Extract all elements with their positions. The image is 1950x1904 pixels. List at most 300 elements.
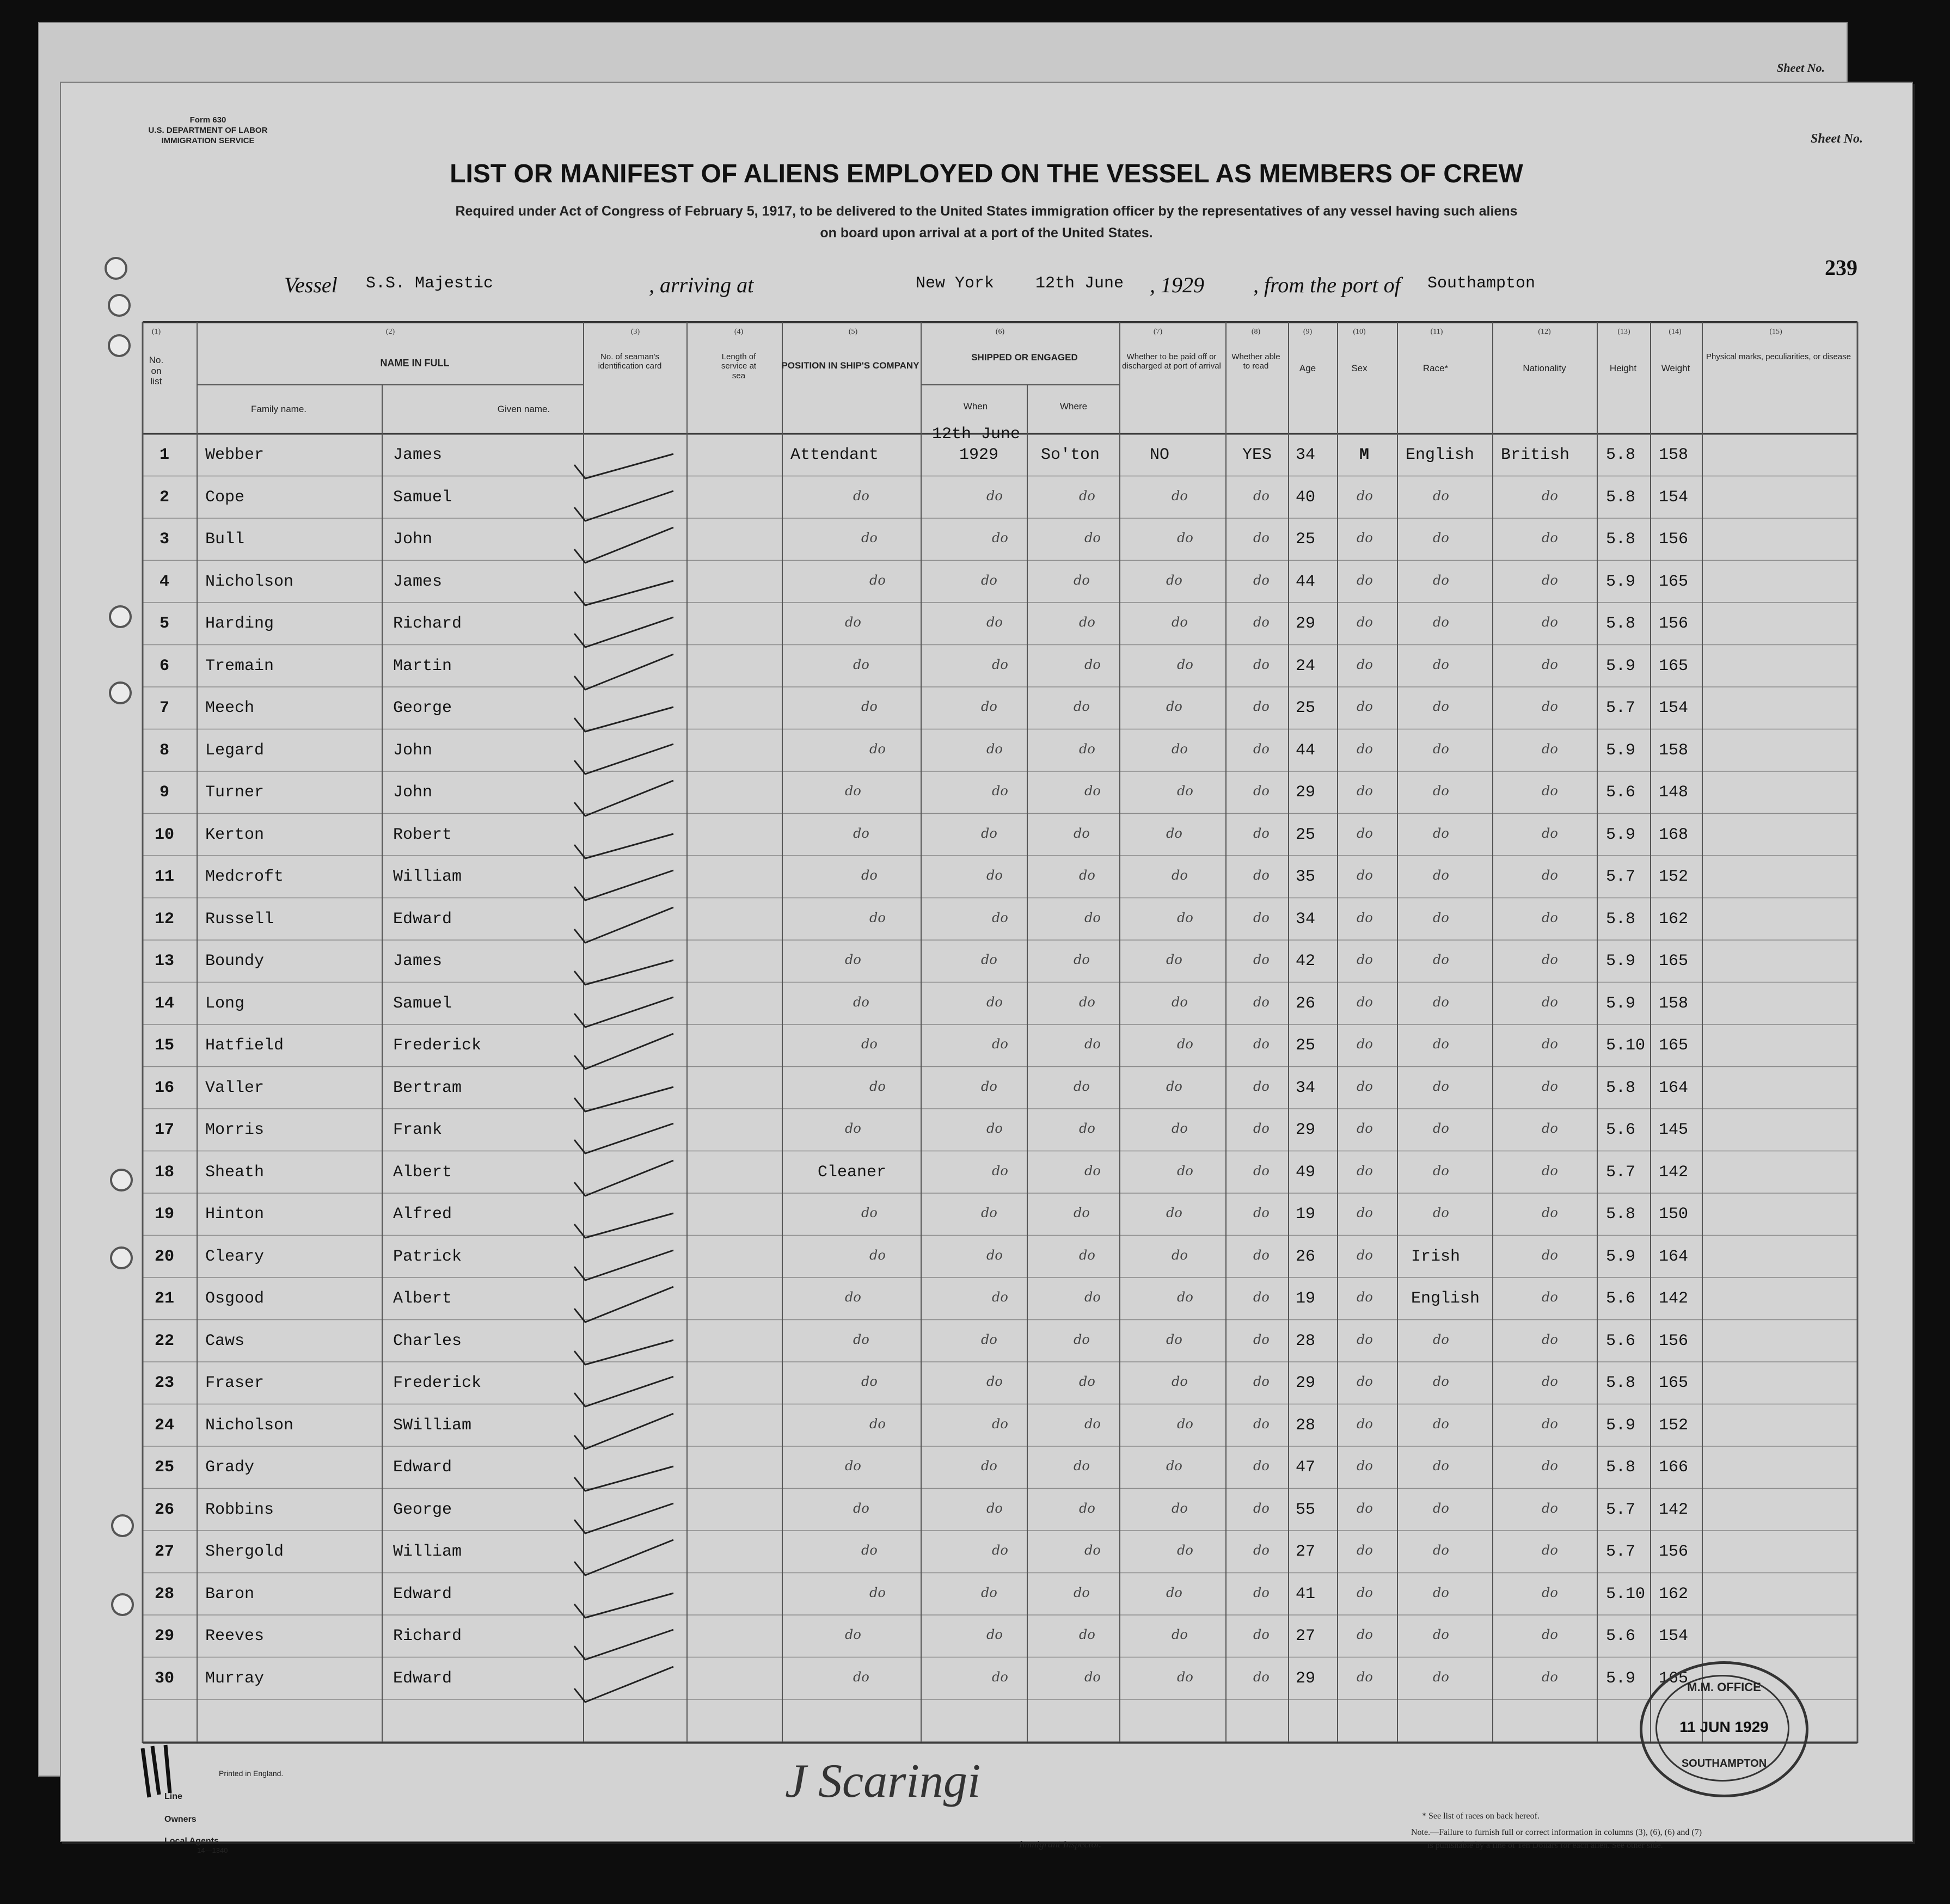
race-ditto: do	[1433, 994, 1449, 1010]
header-weight: Weight	[1661, 363, 1690, 373]
paid-off-ditto: do	[1172, 868, 1188, 883]
paid-off-ditto: do	[1177, 783, 1193, 799]
column-number: (11)	[1430, 328, 1443, 336]
race-ditto: do	[1433, 868, 1449, 883]
family-name: Murray	[205, 1669, 265, 1688]
weight: 142	[1659, 1500, 1689, 1519]
position-ditto: do	[861, 1205, 878, 1220]
height: 5.8	[1606, 1078, 1636, 1097]
given-name: George	[393, 1500, 452, 1519]
paid-off-ditto: do	[1177, 530, 1193, 545]
where-ditto: do	[1084, 1669, 1101, 1685]
paid-off-ditto: do	[1172, 1627, 1188, 1642]
given-name: John	[393, 530, 433, 549]
header-shipped-engaged: SHIPPED OR ENGAGED	[971, 352, 1078, 363]
paid-off-ditto: do	[1172, 615, 1188, 630]
column-number: (5)	[848, 328, 858, 336]
when-ditto: do	[992, 1416, 1008, 1432]
when-ditto: do	[981, 1331, 997, 1347]
header-physical-marks: Physical marks, peculiarities, or disease	[1706, 352, 1851, 361]
race-ditto: do	[1433, 1078, 1449, 1094]
sex-ditto: do	[1357, 741, 1373, 757]
nationality-ditto: do	[1542, 615, 1558, 630]
given-name: Samuel	[393, 994, 452, 1013]
nationality-ditto: do	[1542, 1374, 1558, 1389]
column-number: (9)	[1303, 328, 1313, 336]
when-ditto: do	[992, 783, 1008, 799]
note-line-2: is punishable by a fine of Ten Dollars for each alien. See other side.	[1427, 1841, 1663, 1850]
sex-ditto: do	[1357, 868, 1373, 883]
weight: 165	[1659, 656, 1689, 675]
header-height: Height	[1609, 363, 1637, 373]
where-ditto: do	[1079, 615, 1095, 630]
races-footnote: * See list of races on back hereof.	[1422, 1811, 1540, 1821]
family-name: Legard	[205, 741, 265, 760]
row-number: 19	[154, 1205, 174, 1224]
position-ditto: do	[853, 1331, 869, 1347]
position-ditto: do	[869, 1584, 886, 1600]
vessel-name: S.S. Majestic	[366, 274, 494, 293]
binder-hole	[109, 681, 132, 704]
family-name: Fraser	[205, 1374, 265, 1392]
nationality-ditto: do	[1542, 1416, 1558, 1432]
where-ditto: do	[1079, 1500, 1095, 1516]
nationality-ditto: do	[1542, 699, 1558, 714]
weight: 154	[1659, 488, 1689, 507]
sex-ditto: do	[1357, 825, 1373, 841]
sex-ditto: do	[1357, 1163, 1373, 1178]
row-number: 6	[159, 656, 169, 675]
race-ditto: do	[1433, 783, 1449, 799]
paid-off-ditto: do	[1177, 656, 1193, 672]
where-ditto: do	[1084, 910, 1101, 925]
family-name: Valler	[205, 1078, 265, 1097]
sex-ditto: do	[1357, 1627, 1373, 1642]
weight: 168	[1659, 825, 1689, 844]
position-ditto: do	[853, 656, 869, 672]
row-number: 22	[154, 1331, 174, 1350]
sex-ditto: do	[1357, 656, 1373, 672]
weight: 164	[1659, 1247, 1689, 1266]
sex-ditto: do	[1357, 1416, 1373, 1432]
header-sex: Sex	[1351, 363, 1368, 373]
age: 34	[1296, 446, 1316, 464]
where-ditto: do	[1079, 994, 1095, 1010]
when-ditto: do	[986, 1374, 1003, 1389]
binder-hole	[108, 334, 131, 357]
height: 5.9	[1606, 656, 1636, 675]
paid-off-ditto: do	[1172, 1247, 1188, 1263]
where-ditto: do	[1079, 868, 1095, 883]
height: 5.8	[1606, 446, 1636, 464]
binder-hole	[105, 257, 127, 280]
row-number: 24	[154, 1416, 174, 1435]
when-ditto: do	[986, 488, 1003, 503]
header-given-name: Given name.	[497, 404, 550, 414]
nationality-ditto: do	[1542, 530, 1558, 545]
paid-off-ditto: do	[1166, 1331, 1182, 1347]
height: 5.6	[1606, 1289, 1636, 1308]
height: 5.9	[1606, 952, 1636, 971]
row-number: 3	[159, 530, 169, 549]
race: Irish	[1411, 1247, 1461, 1266]
age: 28	[1296, 1416, 1316, 1435]
position-ditto: do	[861, 868, 878, 883]
able-read-ditto: do	[1253, 1331, 1270, 1347]
sex-ditto: do	[1357, 1584, 1373, 1600]
age: 26	[1296, 994, 1316, 1013]
age: 29	[1296, 1669, 1316, 1688]
owners-label: Owners	[164, 1815, 197, 1824]
family-name: Nicholson	[205, 1416, 294, 1435]
weight: 165	[1659, 952, 1689, 971]
age: 44	[1296, 572, 1316, 591]
header-able-read: Whether able to read	[1231, 352, 1280, 371]
age: 25	[1296, 530, 1316, 549]
nationality-ditto: do	[1542, 1627, 1558, 1642]
row-number: 11	[154, 868, 174, 886]
able-read-ditto: do	[1253, 1543, 1270, 1558]
weight: 142	[1659, 1289, 1689, 1308]
paid-off: NO	[1150, 446, 1170, 464]
age: 27	[1296, 1627, 1316, 1645]
sex-ditto: do	[1357, 615, 1373, 630]
height: 5.6	[1606, 1331, 1636, 1350]
position-ditto: do	[869, 572, 886, 588]
when-ditto: do	[986, 741, 1003, 757]
header-family-name: Family name.	[250, 404, 307, 414]
row-number: 25	[154, 1458, 174, 1477]
position-ditto: do	[861, 1036, 878, 1052]
given-name: Edward	[393, 910, 452, 929]
race-ditto: do	[1433, 656, 1449, 672]
height: 5.6	[1606, 1627, 1636, 1645]
form-block	[126, 115, 290, 146]
when-ditto: do	[992, 1163, 1008, 1178]
when-ditto: do	[981, 952, 997, 967]
when-ditto: do	[986, 1121, 1003, 1136]
race-ditto: do	[1433, 615, 1449, 630]
able-read-ditto: do	[1253, 910, 1270, 925]
sex-ditto: do	[1357, 1500, 1373, 1516]
sex-ditto: do	[1357, 1121, 1373, 1136]
nationality-ditto: do	[1542, 868, 1558, 883]
row-number: 9	[159, 783, 169, 802]
age: 25	[1296, 825, 1316, 844]
family-name: Tremain	[205, 656, 274, 675]
nationality-ditto: do	[1542, 952, 1558, 967]
race-ditto: do	[1433, 1205, 1449, 1220]
weight: 156	[1659, 1543, 1689, 1561]
family-name: Grady	[205, 1458, 255, 1477]
position-ditto: do	[845, 615, 861, 630]
race: English	[1406, 446, 1475, 464]
sex-ditto: do	[1357, 1078, 1373, 1094]
age: 19	[1296, 1205, 1316, 1224]
age: 29	[1296, 615, 1316, 633]
weight: 158	[1659, 741, 1689, 760]
family-name: Baron	[205, 1584, 255, 1604]
arrival-date: 12th June	[1035, 274, 1124, 293]
race-ditto: do	[1433, 1543, 1449, 1558]
height: 5.9	[1606, 572, 1636, 591]
race-ditto: do	[1433, 1669, 1449, 1685]
able-read-ditto: do	[1253, 825, 1270, 841]
vessel-label: Vessel	[284, 273, 338, 297]
agents-code: 14—1340	[197, 1846, 228, 1854]
paid-off-ditto: do	[1172, 1121, 1188, 1136]
manifest-sheet	[60, 82, 1913, 1854]
given-name: James	[393, 952, 443, 971]
race-ditto: do	[1433, 1416, 1449, 1432]
given-name: Bertram	[393, 1078, 462, 1097]
row-number: 30	[154, 1669, 174, 1688]
sex-ditto: do	[1357, 1543, 1373, 1558]
given-name: James	[393, 446, 443, 464]
able-read-ditto: do	[1253, 783, 1270, 799]
weight: 158	[1659, 446, 1689, 464]
weight: 150	[1659, 1205, 1689, 1224]
sex-ditto: do	[1357, 1036, 1373, 1052]
height: 5.8	[1606, 530, 1636, 549]
position-ditto: do	[853, 1669, 869, 1685]
printed-in-england: Printed in England.	[219, 1769, 284, 1778]
stamp-date: 11 JUN 1929	[1679, 1718, 1769, 1735]
paid-off-ditto: do	[1177, 1543, 1193, 1558]
column-number: (10)	[1353, 328, 1366, 336]
nationality-ditto: do	[1542, 994, 1558, 1010]
position-ditto: do	[861, 1374, 878, 1389]
column-number: (7)	[1153, 328, 1163, 336]
row-number: 18	[154, 1163, 174, 1182]
paid-off-ditto: do	[1166, 1458, 1182, 1473]
height: 5.8	[1606, 1458, 1636, 1477]
weight: 142	[1659, 1163, 1689, 1182]
given-name: Martin	[393, 656, 452, 675]
binder-hole	[111, 1514, 134, 1537]
given-name: Albert	[393, 1163, 452, 1182]
subtitle-line-1: Required under Act of Congress of February 5, 1917, to be delivered to the United States immigration officer by the representatives of any vessel having such aliens	[455, 204, 1518, 219]
when-ditto: do	[981, 1078, 997, 1094]
column-number: (2)	[385, 328, 395, 336]
sheet-no-label: Sheet No.	[1811, 132, 1863, 146]
when-ditto: do	[981, 1584, 997, 1600]
age: 27	[1296, 1543, 1316, 1561]
row-number: 17	[154, 1121, 174, 1139]
given-name: SWilliam	[393, 1416, 472, 1435]
arrival-year: , 1929	[1150, 273, 1204, 297]
weight: 162	[1659, 1584, 1689, 1604]
position-ditto: do	[869, 1078, 886, 1094]
where-ditto: do	[1074, 825, 1090, 841]
race-ditto: do	[1433, 699, 1449, 714]
given-name: Frederick	[393, 1374, 482, 1392]
given-name: Edward	[393, 1584, 452, 1604]
able-read-ditto: do	[1253, 868, 1270, 883]
able-read-ditto: do	[1253, 656, 1270, 672]
family-name: Harding	[205, 615, 274, 633]
when-ditto: do	[992, 530, 1008, 545]
position-ditto: do	[845, 952, 861, 967]
paid-off-ditto: do	[1166, 952, 1182, 967]
family-name: Russell	[205, 910, 274, 929]
paid-off-ditto: do	[1166, 825, 1182, 841]
where-ditto: do	[1084, 783, 1101, 799]
where-ditto: do	[1074, 1458, 1090, 1473]
sex-ditto: do	[1357, 952, 1373, 967]
arriving-port: New York	[916, 274, 995, 293]
row-number: 7	[159, 699, 169, 717]
where-ditto: do	[1079, 741, 1095, 757]
weight: 152	[1659, 1416, 1689, 1435]
race: English	[1411, 1289, 1480, 1308]
age: 41	[1296, 1584, 1316, 1604]
row-number: 26	[154, 1500, 174, 1519]
nationality-ditto: do	[1542, 656, 1558, 672]
column-number: (8)	[1251, 328, 1261, 336]
paid-off-ditto: do	[1177, 910, 1193, 925]
position: Cleaner	[818, 1163, 887, 1182]
header-paid-off: Whether to be paid off or discharged at port of arrival	[1122, 352, 1221, 371]
able-read-ditto: do	[1253, 1205, 1270, 1220]
row-number: 28	[154, 1584, 174, 1604]
height: 5.8	[1606, 1205, 1636, 1224]
when-ditto: do	[992, 1669, 1008, 1685]
when-ditto: do	[992, 1036, 1008, 1052]
column-number: (3)	[630, 328, 640, 336]
weight: 156	[1659, 615, 1689, 633]
able-read-ditto: do	[1253, 1584, 1270, 1600]
column-number: (12)	[1538, 328, 1551, 336]
row-number: 10	[154, 825, 174, 844]
when-ditto: do	[986, 1247, 1003, 1263]
back-sheet-no-label: Sheet No.	[1777, 61, 1825, 75]
able-read-ditto: do	[1253, 1669, 1270, 1685]
form-number: Form 630	[189, 115, 226, 125]
weight: 152	[1659, 868, 1689, 886]
row-number: 13	[154, 952, 174, 971]
nationality-ditto: do	[1542, 1331, 1558, 1347]
position-ditto: do	[845, 1627, 861, 1642]
height: 5.6	[1606, 1121, 1636, 1139]
when-ditto: do	[992, 656, 1008, 672]
row-number: 20	[154, 1247, 174, 1266]
sex-ditto: do	[1357, 1289, 1373, 1305]
when-ditto: do	[992, 910, 1008, 925]
race-ditto: do	[1433, 910, 1449, 925]
nationality-ditto: do	[1542, 1458, 1558, 1473]
row-number: 4	[159, 572, 169, 591]
given-name: Edward	[393, 1458, 452, 1477]
family-name: Turner	[205, 783, 265, 802]
weight: 154	[1659, 699, 1689, 717]
nationality-ditto: do	[1542, 1543, 1558, 1558]
sex-ditto: do	[1357, 530, 1373, 545]
header-position: POSITION IN SHIP'S COMPANY	[781, 360, 919, 371]
nationality-ditto: do	[1542, 572, 1558, 588]
able-read-ditto: do	[1253, 1416, 1270, 1432]
able-read-ditto: do	[1253, 488, 1270, 503]
able-read-ditto: do	[1253, 1036, 1270, 1052]
subtitle-line-2: on board upon arrival at a port of the United States.	[820, 225, 1153, 241]
row-number: 1	[159, 446, 169, 464]
nationality-ditto: do	[1542, 1289, 1558, 1305]
family-name: Hinton	[205, 1205, 265, 1224]
position-ditto: do	[869, 1247, 886, 1263]
race-ditto: do	[1433, 572, 1449, 588]
row-number: 16	[154, 1078, 174, 1097]
age: 29	[1296, 1374, 1316, 1392]
able-read-ditto: do	[1253, 741, 1270, 757]
race-ditto: do	[1433, 1036, 1449, 1052]
given-name: Richard	[393, 615, 462, 633]
race-ditto: do	[1433, 1458, 1449, 1473]
note-line-1: Note.—Failure to furnish full or correct information in columns (3), (6), (6) and (7)	[1411, 1828, 1702, 1837]
nationality-ditto: do	[1542, 910, 1558, 925]
sex-ditto: do	[1357, 1247, 1373, 1263]
sex-ditto: do	[1357, 1331, 1373, 1347]
race-ditto: do	[1433, 1374, 1449, 1389]
where-ditto: do	[1074, 699, 1090, 714]
id-card-check-mark	[570, 1648, 684, 1713]
when-ditto: do	[981, 1205, 997, 1220]
line-label: Line	[164, 1792, 182, 1801]
binder-hole	[109, 605, 132, 628]
race-ditto: do	[1433, 1500, 1449, 1516]
given-name: George	[393, 699, 452, 717]
sex-ditto: do	[1357, 994, 1373, 1010]
able-read-ditto: do	[1253, 1500, 1270, 1516]
sex-ditto: do	[1357, 1205, 1373, 1220]
when-ditto: do	[986, 615, 1003, 630]
given-name: Alfred	[393, 1205, 452, 1224]
paid-off-ditto: do	[1166, 1078, 1182, 1094]
able-read-ditto: do	[1253, 994, 1270, 1010]
local-agents-label: Local Agents	[164, 1837, 219, 1846]
row-number: 29	[154, 1627, 174, 1645]
weight: 165	[1659, 1669, 1689, 1688]
family-name: Reeves	[205, 1627, 265, 1645]
nationality-ditto: do	[1542, 1205, 1558, 1220]
row-number: 14	[154, 994, 174, 1013]
where-ditto: do	[1074, 1205, 1090, 1220]
paid-off-ditto: do	[1177, 1669, 1193, 1685]
weight: 165	[1659, 572, 1689, 591]
family-name: Morris	[205, 1121, 265, 1139]
shipped-when-year: 1929	[959, 446, 999, 464]
given-name: Patrick	[393, 1247, 462, 1266]
position-ditto: do	[853, 994, 869, 1010]
paid-off-ditto: do	[1177, 1289, 1193, 1305]
department: U.S. DEPARTMENT OF LABOR	[148, 125, 268, 135]
given-name: Albert	[393, 1289, 452, 1308]
race-ditto: do	[1433, 952, 1449, 967]
position-ditto: do	[853, 1500, 869, 1516]
able-read-ditto: do	[1253, 1163, 1270, 1178]
column-number: (13)	[1617, 328, 1630, 336]
family-name: Long	[205, 994, 245, 1013]
age: 29	[1296, 1121, 1316, 1139]
position-ditto: do	[845, 783, 861, 799]
when-ditto: do	[981, 825, 997, 841]
given-name: John	[393, 741, 433, 760]
given-name: John	[393, 783, 433, 802]
arriving-label: , arriving at	[649, 273, 754, 297]
weight: 156	[1659, 1331, 1689, 1350]
sex-ditto: do	[1357, 1374, 1373, 1389]
height: 5.9	[1606, 994, 1636, 1013]
age: 24	[1296, 656, 1316, 675]
